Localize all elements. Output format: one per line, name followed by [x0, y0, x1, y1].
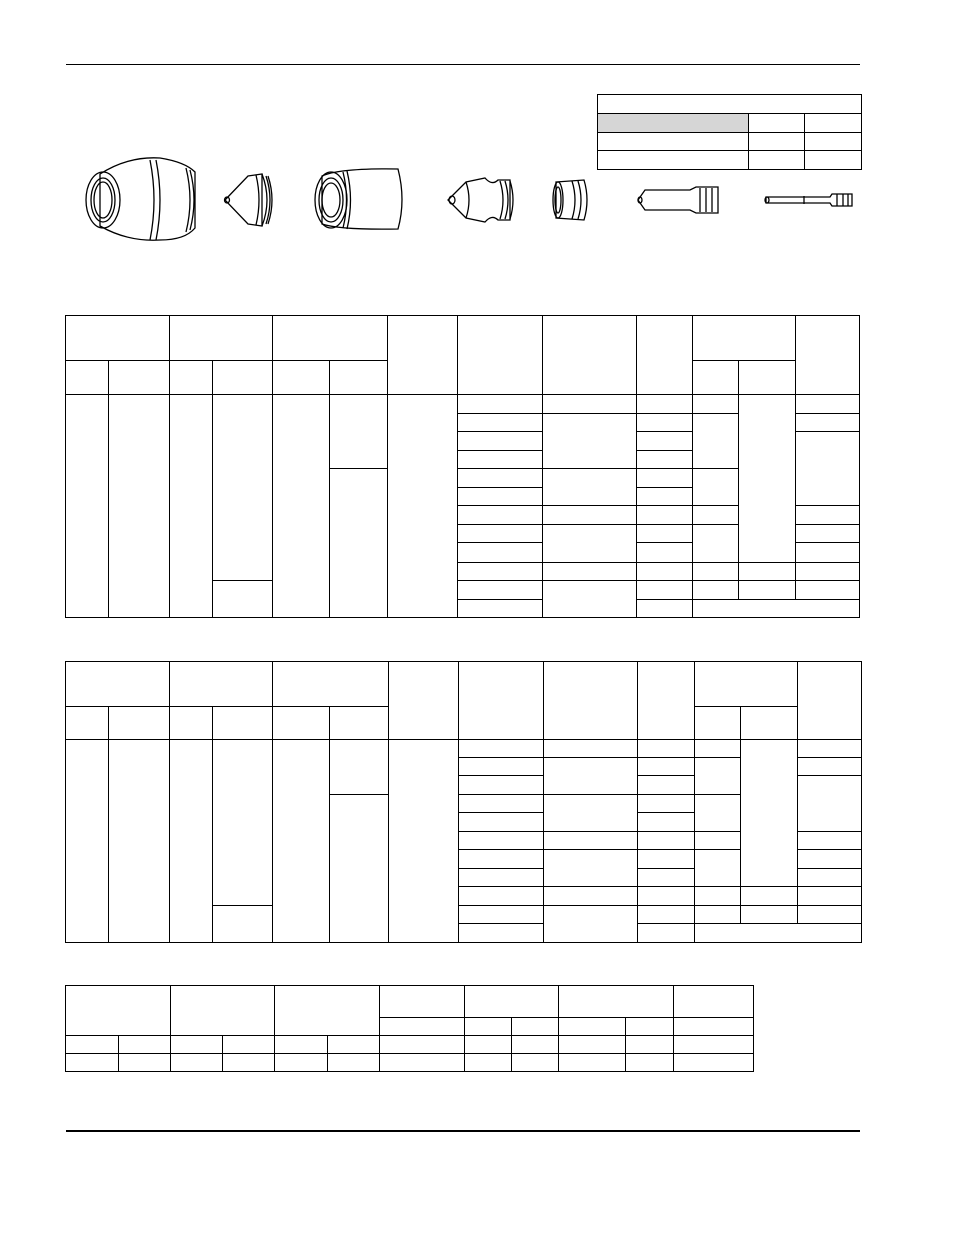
- shield-cap-icon: [225, 174, 273, 226]
- nozzle-icon: [448, 178, 513, 222]
- process-table-2: [65, 661, 862, 943]
- footer-rule: [66, 1130, 860, 1132]
- retaining-cap-icon: [315, 169, 402, 229]
- process-table-1: [65, 315, 860, 618]
- swirl-ring-icon: [553, 180, 587, 220]
- consumables-illustration: [0, 0, 954, 300]
- water-tube-icon: [765, 194, 852, 206]
- shield-icon: [86, 158, 195, 240]
- electrode-icon: [638, 187, 718, 213]
- summary-table: [65, 985, 754, 1072]
